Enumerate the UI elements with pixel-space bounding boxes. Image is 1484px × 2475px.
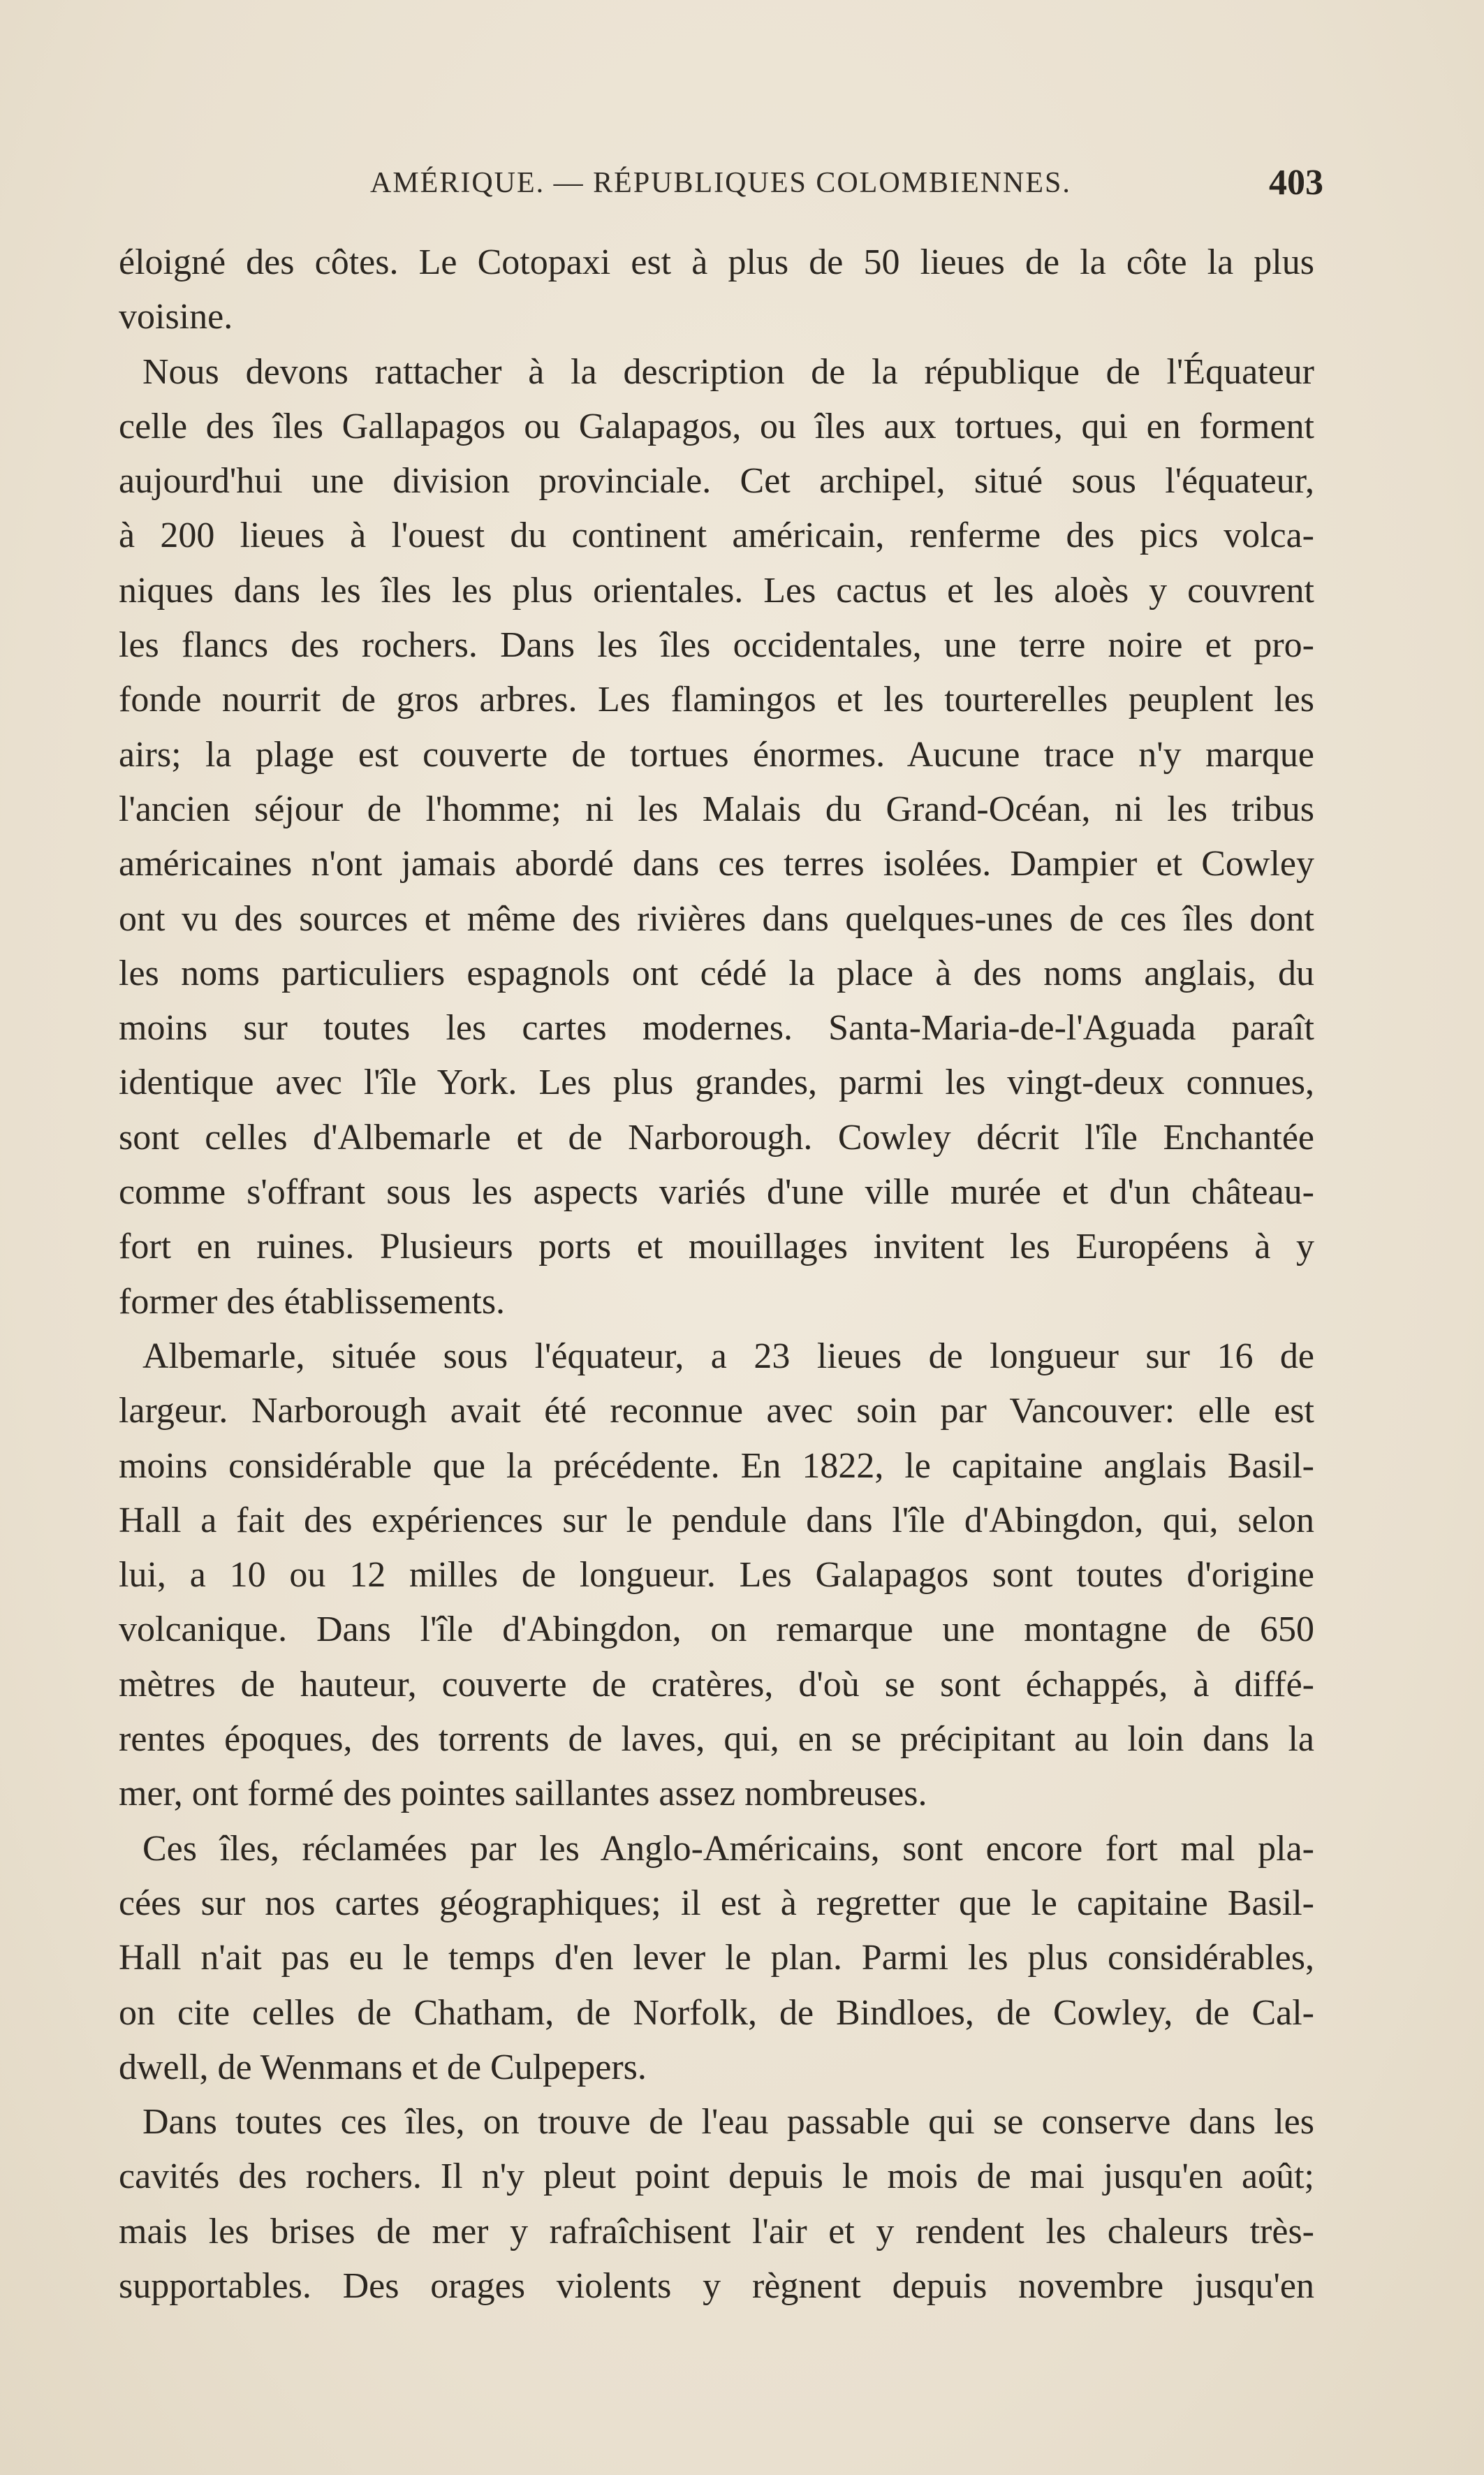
text-line: supportables. Des orages violents y règnent depuis novembre jusqu'en bbox=[119, 2265, 1314, 2306]
page-number: 403 bbox=[1269, 163, 1323, 203]
text-line: américaines n'ont jamais abordé dans ces terres isolées. Dampier et Cowley bbox=[119, 844, 1314, 884]
text-line: mais les brises de mer y rafraîchisent l'air et y rendent les chaleurs très- bbox=[119, 2211, 1314, 2251]
text-line: Albemarle, située sous l'équateur, a 23 lieues de longueur sur 16 de bbox=[142, 1336, 1314, 1376]
text-line: largeur. Narborough avait été reconnue avec soin par Vancouver: elle est bbox=[119, 1391, 1314, 1431]
text-line: moins considérable que la précédente. En 1822, le capitaine anglais Basil- bbox=[119, 1445, 1314, 1486]
text-line: à 200 lieues à l'ouest du continent américain, renferme des pics volca- bbox=[119, 516, 1314, 556]
page-header bbox=[119, 163, 1323, 215]
text-line: on cite celles de Chatham, de Norfolk, de Bindloes, de Cowley, de Cal- bbox=[119, 1992, 1314, 2033]
text-line: volcanique. Dans l'île d'Abingdon, on remarque une montagne de 650 bbox=[119, 1609, 1314, 1650]
text-line: aujourd'hui une division provinciale. Cet archipel, situé sous l'équateur, bbox=[119, 461, 1314, 502]
text-line: les flancs des rochers. Dans les îles occidentales, une terre noire et pro- bbox=[119, 625, 1314, 666]
text-line: moins sur toutes les cartes modernes. Santa-Maria-de-l'Aguada paraît bbox=[119, 1008, 1314, 1049]
text-line: identique avec l'île York. Les plus grandes, parmi les vingt-deux connues, bbox=[119, 1063, 1314, 1103]
text-line: cées sur nos cartes géographiques; il est à regretter que le capitaine Basil- bbox=[119, 1883, 1314, 1923]
text-line: Ces îles, réclamées par les Anglo-Américains, sont encore fort mal pla- bbox=[142, 1828, 1314, 1869]
text-line: lui, a 10 ou 12 milles de longueur. Les Galapagos sont toutes d'origine bbox=[119, 1555, 1314, 1596]
text-line: niques dans les îles les plus orientales. Les cactus et les aloès y couvrent bbox=[119, 570, 1314, 611]
text-line: mètres de hauteur, couverte de cratères, d'où se sont échappés, à diffé- bbox=[119, 1664, 1314, 1704]
text-line: les noms particuliers espagnols ont cédé la place à des noms anglais, du bbox=[119, 953, 1314, 993]
text-line: mer, ont formé des pointes saillantes assez nombreuses. bbox=[119, 1774, 927, 1814]
body-text bbox=[119, 235, 1314, 2314]
text-line: Hall a fait des expériences sur le pendule dans l'île d'Abingdon, qui, selon bbox=[119, 1500, 1314, 1540]
text-line: l'ancien séjour de l'homme; ni les Malais du Grand-Océan, ni les tribus bbox=[119, 789, 1314, 829]
text-line: fort en ruines. Plusieurs ports et mouillages invitent les Européens à y bbox=[119, 1227, 1314, 1267]
text-line: rentes époques, des torrents de laves, qui, en se précipitant au loin dans la bbox=[119, 1719, 1314, 1760]
text-line: fonde nourrit de gros arbres. Les flamingos et les tourterelles peuplent les bbox=[119, 680, 1314, 720]
running-head: AMÉRIQUE. — RÉPUBLIQUES COLOMBIENNES. bbox=[370, 167, 1071, 199]
text-line: sont celles d'Albemarle et de Narborough. Cowley décrit l'île Enchantée bbox=[119, 1117, 1314, 1158]
text-line: celle des îles Gallapagos ou Galapagos, ou îles aux tortues, qui en forment bbox=[119, 406, 1314, 446]
text-line: éloigné des côtes. Le Cotopaxi est à plus de 50 lieues de la côte la plus bbox=[119, 242, 1314, 282]
text-line: former des établissements. bbox=[119, 1281, 506, 1322]
text-line: dwell, de Wenmans et de Culpepers. bbox=[119, 2047, 647, 2087]
text-line: voisine. bbox=[119, 297, 233, 337]
text-line: cavités des rochers. Il n'y pleut point depuis le mois de mai jusqu'en août; bbox=[119, 2156, 1314, 2197]
text-line: Hall n'ait pas eu le temps d'en lever le plan. Parmi les plus considérables, bbox=[119, 1938, 1314, 1978]
text-line: ont vu des sources et même des rivières dans quelques-unes de ces îles dont bbox=[119, 898, 1314, 939]
text-line: Nous devons rattacher à la description de la république de l'Équateur bbox=[142, 351, 1314, 392]
text-line: Dans toutes ces îles, on trouve de l'eau passable qui se conserve dans les bbox=[142, 2102, 1314, 2142]
text-line: airs; la plage est couverte de tortues énormes. Aucune trace n'y marque bbox=[119, 734, 1314, 775]
text-line: comme s'offrant sous les aspects variés d'une ville murée et d'un château- bbox=[119, 1172, 1314, 1213]
